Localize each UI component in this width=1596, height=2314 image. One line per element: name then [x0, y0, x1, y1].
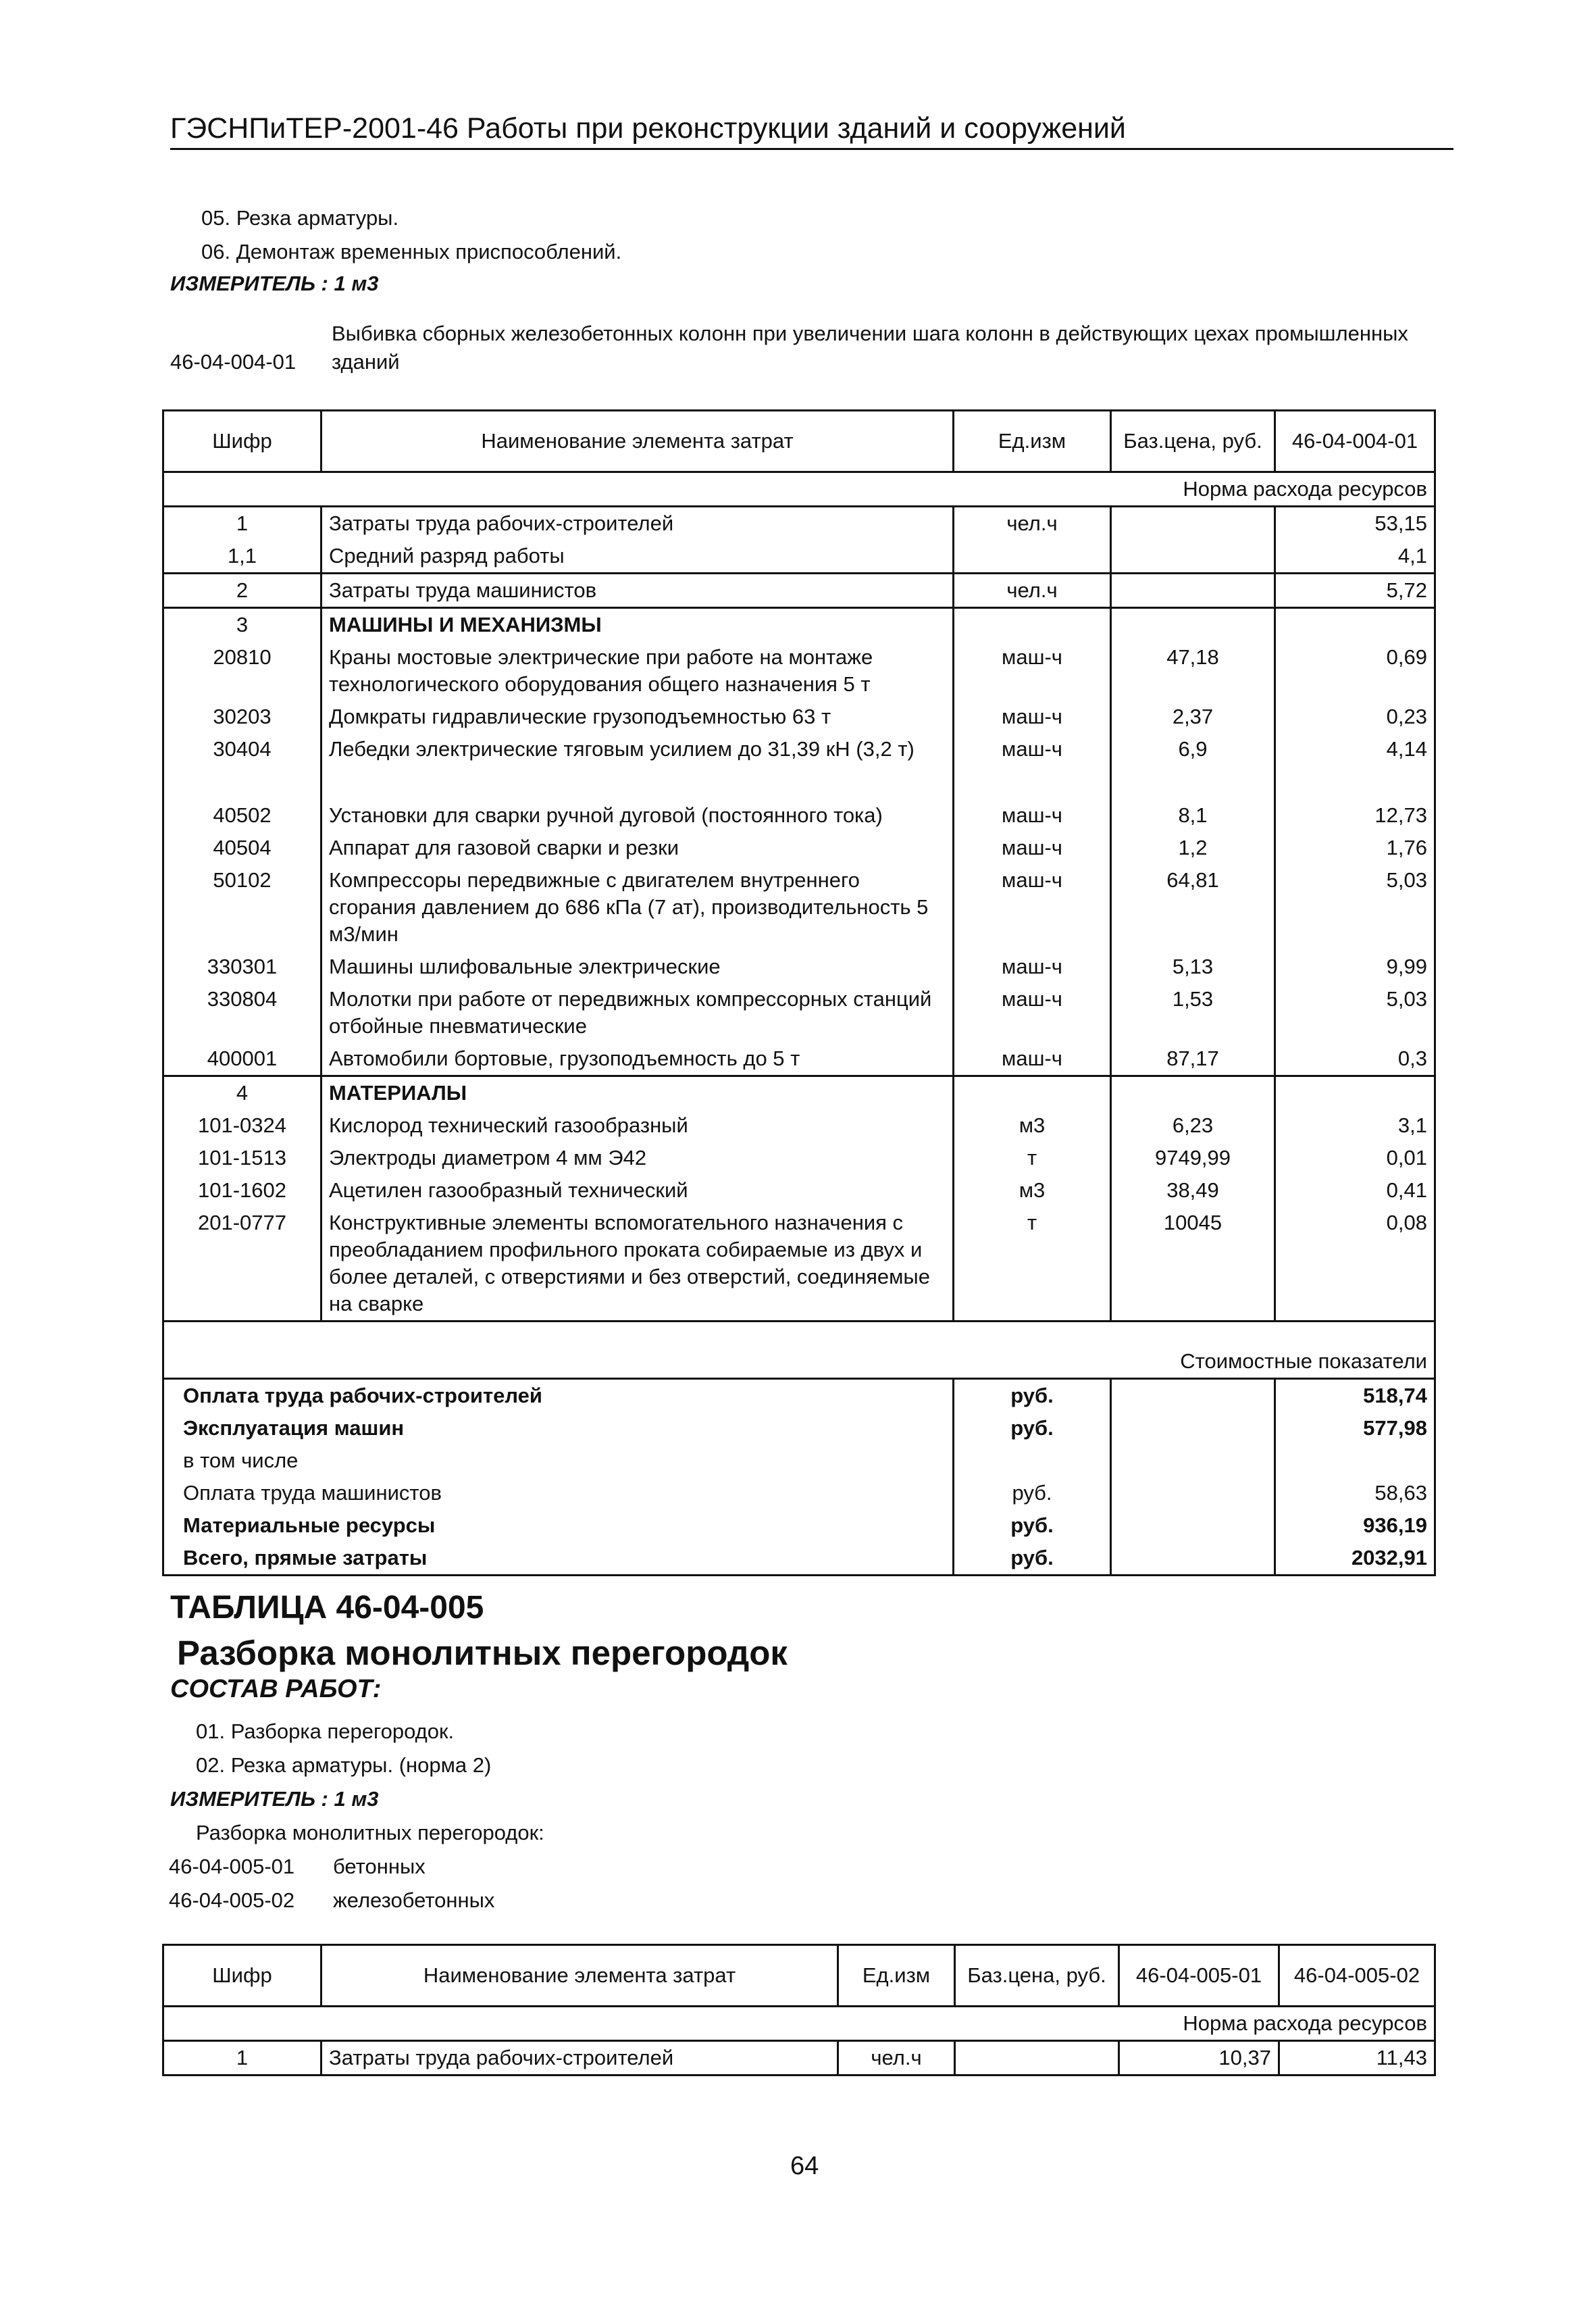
totals-label: Всего, прямые затраты — [163, 1542, 954, 1576]
col-header-name: Наименование элемента затрат — [321, 1945, 838, 2007]
cell-value-1: 10,37 — [1119, 2041, 1279, 2076]
cell-value: 5,03 — [1275, 983, 1435, 1042]
col-header-name: Наименование элемента затрат — [321, 411, 954, 472]
cell-unit — [954, 608, 1111, 642]
cell-price — [1111, 608, 1275, 642]
cell-code: 1 — [163, 507, 321, 540]
totals-label: Оплата труда машинистов — [163, 1477, 954, 1509]
norm-name: железобетонных — [333, 1888, 495, 1912]
totals-empty — [1111, 1379, 1275, 1413]
cell-code: 4 — [163, 1076, 321, 1110]
cell-unit: чел.ч — [954, 574, 1111, 608]
cell-value: 4,1 — [1275, 540, 1435, 574]
cell-unit: маш-ч — [954, 1042, 1111, 1076]
cell-price: 47,18 — [1111, 641, 1275, 701]
cell-unit: маш-ч — [954, 832, 1111, 864]
totals-row — [163, 1379, 1435, 1413]
table-row — [163, 574, 1435, 608]
table-row — [163, 832, 1435, 864]
totals-value: 58,63 — [1275, 1477, 1435, 1509]
table-row — [163, 1174, 1435, 1207]
resource-table-1 — [162, 409, 1436, 1576]
cell-code: 20810 — [163, 641, 321, 701]
cell-price — [1111, 540, 1275, 574]
table-row — [163, 1076, 1435, 1110]
totals-value: 577,98 — [1275, 1412, 1435, 1444]
norm-code: 46-04-005-02 — [169, 1888, 295, 1912]
norm-label-row — [163, 2007, 1435, 2041]
table-row — [163, 608, 1435, 642]
col-header-unit: Ед.изм — [954, 411, 1111, 472]
totals-value: 936,19 — [1275, 1509, 1435, 1542]
cell-unit: маш-ч — [954, 951, 1111, 983]
table-header-row — [163, 1945, 1435, 2007]
table-row — [163, 2041, 1435, 2076]
cell-code: 330804 — [163, 983, 321, 1042]
cell-value: 53,15 — [1275, 507, 1435, 540]
work-item: 05. Резка арматуры. — [201, 206, 399, 230]
table-row — [163, 1109, 1435, 1142]
cell-unit: м3 — [954, 1109, 1111, 1142]
totals-unit — [954, 1444, 1111, 1477]
totals-unit: руб. — [954, 1542, 1111, 1576]
composition-title: СОСТАВ РАБОТ: — [170, 1675, 382, 1703]
cell-price — [955, 2041, 1119, 2076]
col-header-norm-1: 46-04-005-01 — [1119, 1945, 1279, 2007]
table-row — [163, 1142, 1435, 1174]
totals-row — [163, 1444, 1435, 1477]
cell-code: 40504 — [163, 832, 321, 864]
cell-value: 3,1 — [1275, 1109, 1435, 1142]
norm-description-cont: зданий — [332, 350, 400, 374]
cell-name: Домкраты гидравлические грузоподъемностью 63 т — [321, 701, 954, 733]
norm-label: Норма расхода ресурсов — [163, 472, 1435, 507]
cell-name: Установки для сварки ручной дуговой (постоянного тока) — [321, 765, 954, 832]
cell-name: Средний разряд работы — [321, 540, 954, 574]
totals-value — [1275, 1444, 1435, 1477]
col-header-price: Баз.цена, руб. — [955, 1945, 1119, 2007]
cell-unit: т — [954, 1142, 1111, 1174]
cell-name: Электроды диаметром 4 мм Э42 — [321, 1142, 954, 1174]
col-header-price: Баз.цена, руб. — [1111, 411, 1275, 472]
cell-name: Затраты труда рабочих-строителей — [321, 2041, 838, 2076]
cell-unit: м3 — [954, 1174, 1111, 1207]
cell-name: Лебедки электрические тяговым усилием до 31,39 кН (3,2 т) — [321, 733, 954, 765]
cell-price: 38,49 — [1111, 1174, 1275, 1207]
cell-unit: маш-ч — [954, 765, 1111, 832]
table-row — [163, 641, 1435, 701]
cell-price — [1111, 507, 1275, 540]
cell-name: Машины шлифовальные электрические — [321, 951, 954, 983]
cell-price — [1111, 1076, 1275, 1110]
cell-value: 5,72 — [1275, 574, 1435, 608]
cell-unit — [954, 1076, 1111, 1110]
cell-name: Затраты труда рабочих-строителей — [321, 507, 954, 540]
norm-code: 46-04-004-01 — [170, 350, 297, 374]
table-row — [163, 733, 1435, 765]
cell-price: 87,17 — [1111, 1042, 1275, 1076]
cell-code: 40502 — [163, 765, 321, 832]
cell-name: Ацетилен газообразный технический — [321, 1174, 954, 1207]
cost-label-row — [163, 1322, 1435, 1379]
work-item: 02. Резка арматуры. (норма 2) — [196, 1753, 492, 1777]
measure-unit: ИЗМЕРИТЕЛЬ : 1 м3 — [170, 272, 379, 295]
table-row — [163, 540, 1435, 574]
work-item: 01. Разборка перегородок. — [196, 1719, 455, 1743]
col-header-norm-2: 46-04-005-02 — [1279, 1945, 1435, 2007]
cell-unit: чел.ч — [838, 2041, 955, 2076]
totals-value: 518,74 — [1275, 1379, 1435, 1413]
col-header-code: Шифр — [163, 411, 321, 472]
totals-unit: руб. — [954, 1412, 1111, 1444]
cell-unit: т — [954, 1207, 1111, 1322]
cell-value: 0,23 — [1275, 701, 1435, 733]
section-title: Разборка монолитных перегородок — [177, 1634, 788, 1672]
cell-name: Затраты труда машинистов — [321, 574, 954, 608]
cell-value: 4,14 — [1275, 733, 1435, 765]
totals-empty — [1111, 1444, 1275, 1477]
cell-code: 101-1602 — [163, 1174, 321, 1207]
cell-unit: маш-ч — [954, 701, 1111, 733]
work-item: 06. Демонтаж временных приспособлений. — [201, 240, 622, 263]
table-row — [163, 1207, 1435, 1322]
cell-unit: маш-ч — [954, 864, 1111, 951]
cell-unit: маш-ч — [954, 733, 1111, 765]
list-title: Разборка монолитных перегородок: — [196, 1821, 544, 1844]
totals-value: 2032,91 — [1275, 1542, 1435, 1576]
totals-label: Материальные ресурсы — [163, 1509, 954, 1542]
norm-description: Выбивка сборных железобетонных колонн при увеличении шага колонн в действующих цехах промышленных — [332, 322, 1408, 345]
cell-code: 201-0777 — [163, 1207, 321, 1322]
norm-code: 46-04-005-01 — [169, 1855, 295, 1878]
cell-value: 1,76 — [1275, 832, 1435, 864]
cell-code: 330301 — [163, 951, 321, 983]
cell-code: 101-0324 — [163, 1109, 321, 1142]
totals-row — [163, 1477, 1435, 1509]
cell-price: 8,1 — [1111, 765, 1275, 832]
cell-price: 9749,99 — [1111, 1142, 1275, 1174]
cell-code: 3 — [163, 608, 321, 642]
cell-name: Конструктивные элементы вспомогательного назначения с преобладанием профильного проката собираемые из двух и более деталей, с отверстиями и без отверстий, соединяемые на сварке — [321, 1207, 954, 1322]
cell-unit: маш-ч — [954, 983, 1111, 1042]
cell-value: 0,3 — [1275, 1042, 1435, 1076]
cell-code: 30404 — [163, 733, 321, 765]
cell-value — [1275, 1076, 1435, 1110]
cell-value: 0,69 — [1275, 641, 1435, 701]
totals-unit: руб. — [954, 1509, 1111, 1542]
cost-label: Стоимостные показатели — [163, 1322, 1435, 1379]
cell-price: 6,23 — [1111, 1109, 1275, 1142]
cell-name: Автомобили бортовые, грузоподъемность до 5 т — [321, 1042, 954, 1076]
cell-code: 400001 — [163, 1042, 321, 1076]
cell-value: 12,73 — [1275, 765, 1435, 832]
cell-code: 1,1 — [163, 540, 321, 574]
table-title: ТАБЛИЦА 46-04-005 — [170, 1590, 484, 1626]
totals-empty — [1111, 1412, 1275, 1444]
cell-name: Краны мостовые электрические при работе на монтаже технологического оборудования общего назначения 5 т — [321, 641, 954, 701]
col-header-code: Шифр — [163, 1945, 321, 2007]
cell-price: 1,53 — [1111, 983, 1275, 1042]
totals-unit: руб. — [954, 1379, 1111, 1413]
cell-price — [1111, 574, 1275, 608]
page-header: ГЭСНПиТЕР-2001-46 Работы при реконструкции зданий и сооружений — [170, 112, 1453, 150]
cell-code: 1 — [163, 2041, 321, 2076]
cell-price: 64,81 — [1111, 864, 1275, 951]
norm-label: Норма расхода ресурсов — [163, 2007, 1435, 2041]
totals-label: в том числе — [163, 1444, 954, 1477]
cell-name: Компрессоры передвижные с двигателем внутреннего сгорания давлением до 686 кПа (7 ат), производительность 5 м3/мин — [321, 864, 954, 951]
cell-value-2: 11,43 — [1279, 2041, 1435, 2076]
cell-unit: маш-ч — [954, 641, 1111, 701]
cell-name: Аппарат для газовой сварки и резки — [321, 832, 954, 864]
table-row — [163, 765, 1435, 832]
cell-code: 50102 — [163, 864, 321, 951]
totals-row — [163, 1542, 1435, 1576]
cell-name: МАШИНЫ И МЕХАНИЗМЫ — [321, 608, 954, 642]
page-number: 64 — [790, 2152, 819, 2180]
cell-value: 0,01 — [1275, 1142, 1435, 1174]
cell-value: 5,03 — [1275, 864, 1435, 951]
cell-value: 0,41 — [1275, 1174, 1435, 1207]
table-row — [163, 507, 1435, 540]
table-row — [163, 864, 1435, 951]
cell-value: 9,99 — [1275, 951, 1435, 983]
resource-table-2 — [162, 1944, 1436, 2076]
cell-value — [1275, 608, 1435, 642]
table-row — [163, 983, 1435, 1042]
cell-name: Молотки при работе от передвижных компрессорных станций отбойные пневматические — [321, 983, 954, 1042]
table-row — [163, 1042, 1435, 1076]
cell-code: 101-1513 — [163, 1142, 321, 1174]
table-row — [163, 701, 1435, 733]
totals-label: Эксплуатация машин — [163, 1412, 954, 1444]
cell-unit — [954, 540, 1111, 574]
col-header-norm: 46-04-004-01 — [1275, 411, 1435, 472]
cell-name: Кислород технический газообразный — [321, 1109, 954, 1142]
cell-price: 1,2 — [1111, 832, 1275, 864]
table-row — [163, 951, 1435, 983]
totals-empty — [1111, 1509, 1275, 1542]
norm-label-row — [163, 472, 1435, 507]
table-header-row — [163, 411, 1435, 472]
col-header-unit: Ед.изм — [838, 1945, 955, 2007]
cell-name: МАТЕРИАЛЫ — [321, 1076, 954, 1110]
totals-unit: руб. — [954, 1477, 1111, 1509]
cell-price: 10045 — [1111, 1207, 1275, 1322]
cell-price: 6,9 — [1111, 733, 1275, 765]
norm-name: бетонных — [333, 1855, 426, 1878]
totals-row — [163, 1412, 1435, 1444]
totals-row — [163, 1509, 1435, 1542]
measure-unit: ИЗМЕРИТЕЛЬ : 1 м3 — [170, 1787, 379, 1811]
totals-label: Оплата труда рабочих-строителей — [163, 1379, 954, 1413]
cell-unit: чел.ч — [954, 507, 1111, 540]
cell-code: 30203 — [163, 701, 321, 733]
cell-value: 0,08 — [1275, 1207, 1435, 1322]
cell-price: 5,13 — [1111, 951, 1275, 983]
totals-empty — [1111, 1477, 1275, 1509]
cell-code: 2 — [163, 574, 321, 608]
totals-empty — [1111, 1542, 1275, 1576]
cell-price: 2,37 — [1111, 701, 1275, 733]
